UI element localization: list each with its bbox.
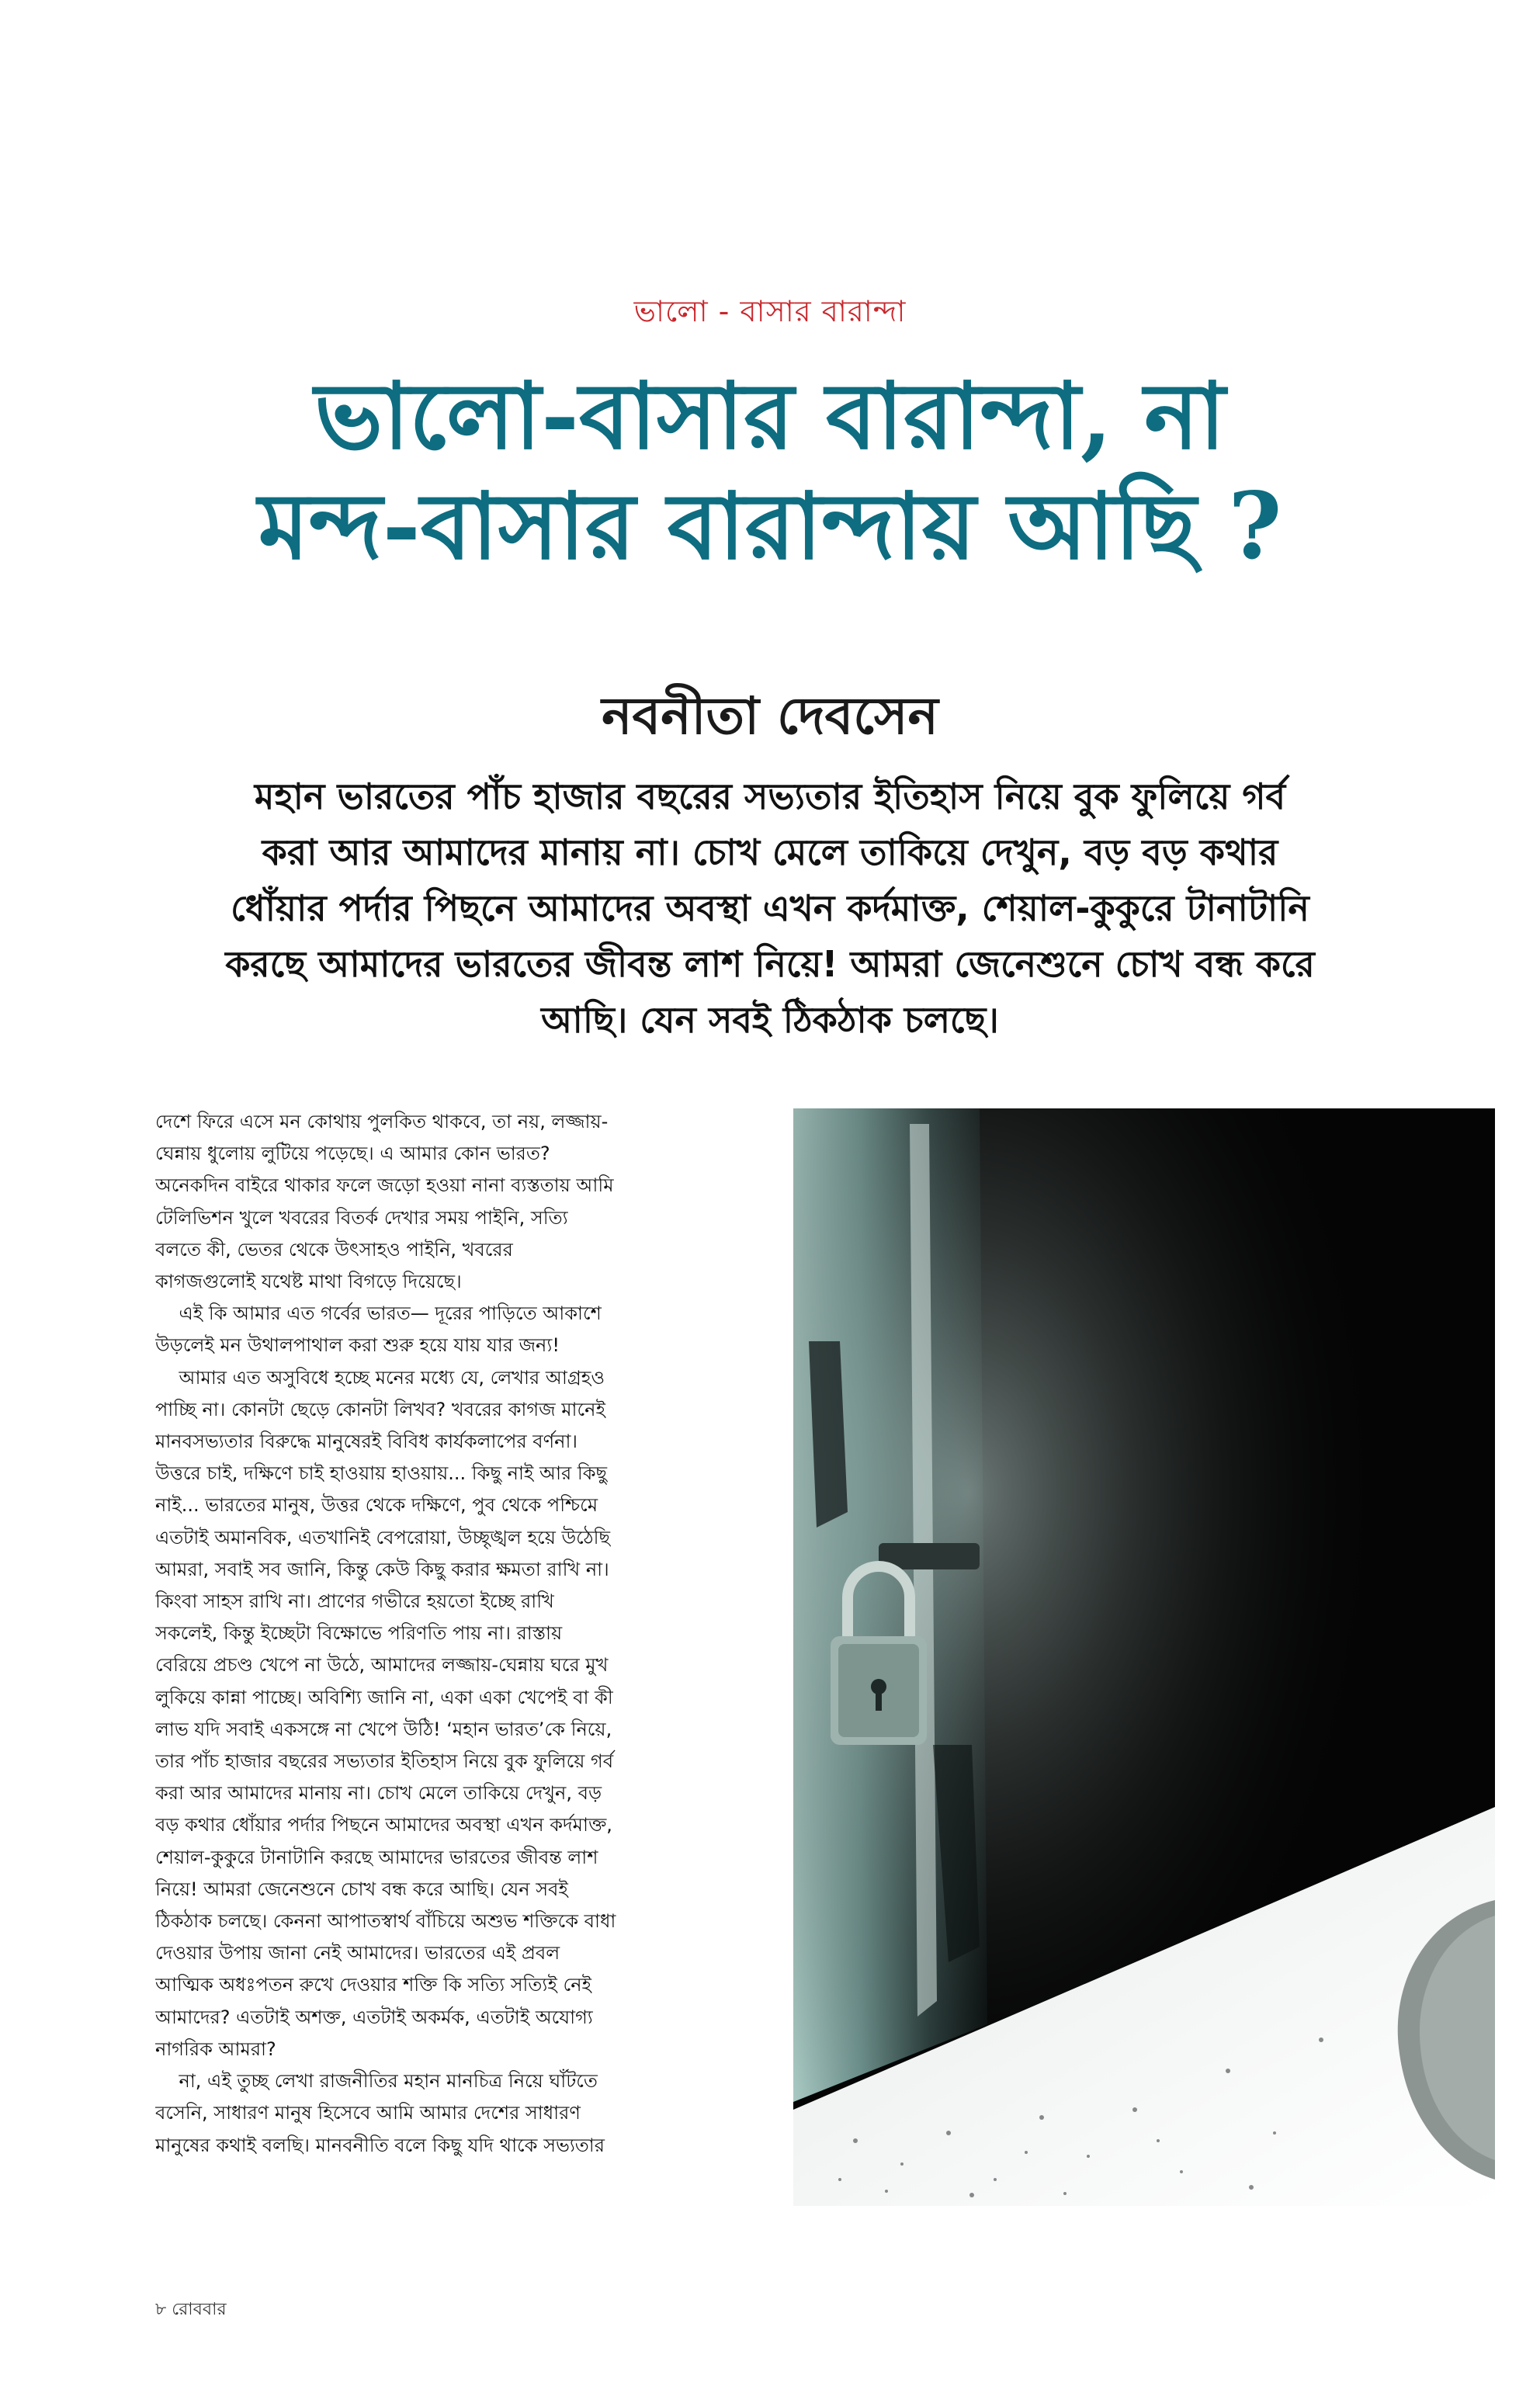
body-line: দেশে ফিরে এসে মন কোথায় পুলকিত থাকবে, তা নয়, লজ্জায়- bbox=[155, 1111, 609, 1132]
article-headline bbox=[116, 361, 1424, 581]
body-line: না, এই তুচ্ছ লেখা রাজনীতির মহান মানচিত্র নিয়ে ঘাঁটতে bbox=[155, 2070, 598, 2093]
body-line: লুকিয়ে কান্না পাচ্ছে। অবিশ্যি জানি না, একা একা খেপেই বা কী bbox=[155, 1686, 613, 1708]
body-line: সকলেই, কিন্তু ইচ্ছেটা বিক্ষোভে পরিণতি পায় না। রাস্তায় bbox=[155, 1622, 563, 1645]
headline-line-2: মন্দ-বাসার বারান্দায় আছি ? bbox=[258, 472, 1282, 580]
body-line: আমার এত অসুবিধে হচ্ছে মনের মধ্যে যে, লেখার আগ্রহও bbox=[155, 1366, 605, 1389]
body-line: উত্তরে চাই, দক্ষিণে চাই হাওয়ায় হাওয়ায়... কিছু নাই আর কিছু bbox=[155, 1462, 608, 1485]
standfirst-line: ধোঁয়ার পর্দার পিছনে আমাদের অবস্থা এখন কর্দমাক্ত, শেয়াল-কুকুরে টানাটানি bbox=[231, 887, 1309, 929]
body-line: নাগরিক আমরা? bbox=[155, 2038, 276, 2060]
body-line: বসেনি, সাধারণ মানুষ হিসেবে আমি আমার দেশের সাধারণ bbox=[155, 2102, 581, 2124]
body-line: আত্মিক অধঃপতন রুখে দেওয়ার শক্তি কি সত্যি সত্যিই নেই bbox=[155, 1974, 592, 1996]
standfirst-line: করা আর আমাদের মানায় না। চোখ মেলে তাকিয়ে দেখুন, বড় বড় কথার bbox=[262, 831, 1278, 873]
page-folio: ৮ রোববার bbox=[155, 2300, 227, 2319]
standfirst-line: করছে আমাদের ভারতের জীবন্ত লাশ নিয়ে! আমরা জেনেশুনে চোখ বন্ধ করে bbox=[225, 943, 1315, 985]
body-line: কিংবা সাহস রাখি না। প্রাণের গভীরে হয়তো ইচ্ছে রাখি bbox=[155, 1590, 554, 1613]
body-line: নিয়ে! আমরা জেনেশুনে চোখ বন্ধ করে আছি। যেন সবই bbox=[155, 1878, 568, 1900]
body-line: ঘেন্নায় ধুলোয় লুটিয়ে পড়েছে। এ আমার কোন ভারত? bbox=[155, 1143, 550, 1165]
article-body-column bbox=[155, 1106, 745, 2162]
body-line: তার পাঁচ হাজার বছরের সভ্যতার ইতিহাস নিয়ে বুক ফুলিয়ে গর্ব bbox=[155, 1750, 614, 1773]
body-line: বলতে কী, ভেতর থেকে উৎসাহও পাইনি, খবরের bbox=[155, 1238, 513, 1261]
body-line: আমাদের? এতটাই অশক্ত, এতটাই অকর্মক, এতটাই অযোগ্য bbox=[155, 2006, 593, 2028]
body-line: বড় কথার ধোঁয়ার পর্দার পিছনে আমাদের অবস্থা এখন কর্দমাক্ত, bbox=[155, 1814, 612, 1836]
body-line: দেওয়ার উপায় জানা নেই আমাদের। ভারতের এই প্রবল bbox=[155, 1942, 560, 1965]
padlock-door-photo bbox=[793, 1108, 1495, 2206]
standfirst-line: মহান ভারতের পাঁচ হাজার বছরের সভ্যতার ইতিহাস নিয়ে বুক ফুলিয়ে গর্ব bbox=[254, 775, 1286, 817]
body-line: মানুষের কথাই বলছি। মানবনীতি বলে কিছু যদি থাকে সভ্যতার bbox=[155, 2134, 605, 2156]
body-line: বেরিয়ে প্রচণ্ড খেপে না উঠে, আমাদের লজ্জায়-ঘেন্নায় ঘরে মুখ bbox=[155, 1654, 609, 1677]
article-standfirst bbox=[155, 768, 1385, 1048]
author-byline: নবনীতা দেবসেন bbox=[602, 686, 938, 746]
body-line: করা আর আমাদের মানায় না। চোখ মেলে তাকিয়ে দেখুন, বড় bbox=[155, 1782, 602, 1805]
headline-line-1: ভালো-বাসার বারান্দা, না bbox=[314, 362, 1226, 470]
body-line: এতটাই অমানবিক, এতখানিই বেপরোয়া, উচ্ছৃঙ্খল হয়ে উঠেছি bbox=[155, 1526, 611, 1549]
section-kicker: ভালো - বাসার বারান্দা bbox=[633, 294, 907, 328]
body-line: নাই... ভারতের মানুষ, উত্তর থেকে দক্ষিণে, পুব থেকে পশ্চিমে bbox=[155, 1494, 598, 1517]
body-line: শেয়াল-কুকুরে টানাটানি করছে আমাদের ভারতের জীবন্ত লাশ bbox=[155, 1846, 598, 1868]
body-line: টেলিভিশন খুলে খবরের বিতর্ক দেখার সময় পাইনি, সত্যি bbox=[155, 1206, 568, 1229]
body-line: কাগজগুলোই যথেষ্ট মাথা বিগড়ে দিয়েছে। bbox=[155, 1271, 462, 1293]
body-line: ঠিকঠাক চলছে। কেননা আপাতস্বার্থ বাঁচিয়ে অশুভ শক্তিকে বাধা bbox=[155, 1910, 616, 1933]
body-line: আমরা, সবাই সব জানি, কিন্তু কেউ কিছু করার ক্ষমতা রাখি না। bbox=[155, 1558, 609, 1580]
body-line: অনেকদিন বাইরে থাকার ফলে জড়ো হওয়া নানা ব্যস্ততায় আমি bbox=[155, 1174, 614, 1197]
body-line: লাভ যদি সবাই একসঙ্গে না খেপে উঠি! ‘মহান ভারত’কে নিয়ে, bbox=[155, 1718, 612, 1740]
body-line: উড়লেই মন উথালপাথাল করা শুরু হয়ে যায় যার জন্য! bbox=[155, 1334, 560, 1357]
body-line: পাচ্ছি না। কোনটা ছেড়ে কোনটা লিখব? খবরের কাগজ মানেই bbox=[155, 1398, 605, 1420]
standfirst-line: আছি। যেন সবই ঠিকঠাক চলছে। bbox=[541, 999, 999, 1041]
photo-illustration bbox=[793, 1108, 1495, 2206]
body-line: মানবসভ্যতার বিরুদ্ধে মানুষেরই বিবিধ কার্যকলাপের বর্ণনা। bbox=[155, 1431, 578, 1453]
body-line: এই কি আমার এত গর্বের ভারত— দূরের পাড়িতে আকাশে bbox=[155, 1302, 602, 1325]
